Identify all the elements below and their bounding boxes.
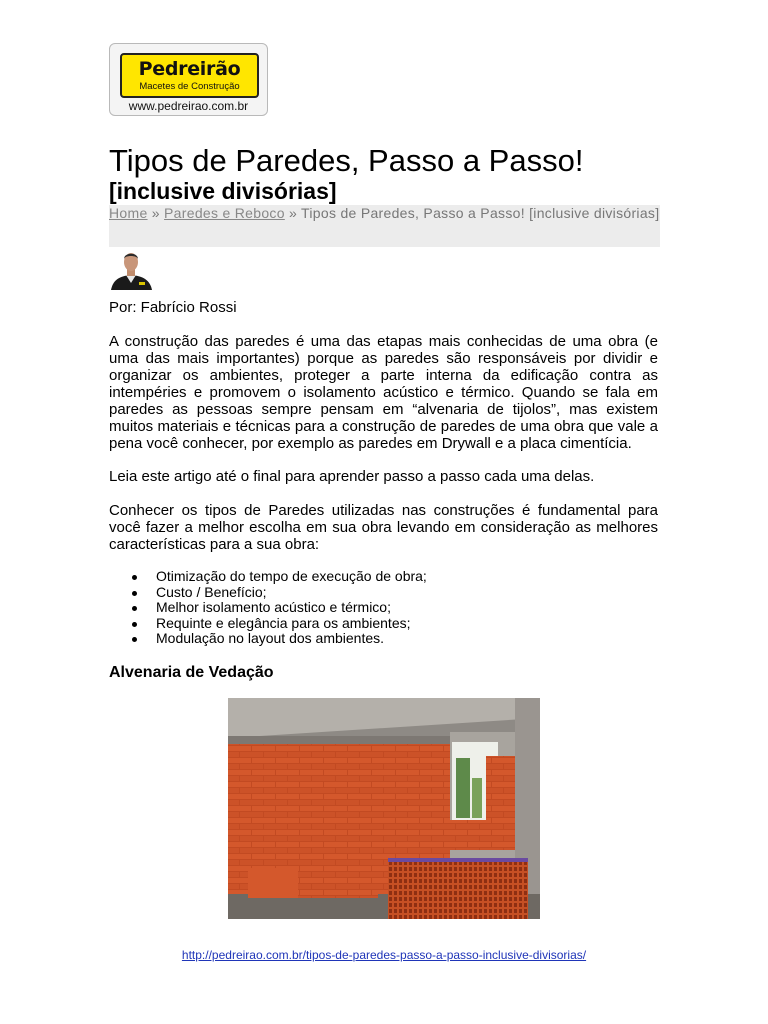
breadcrumb [109,205,660,247]
breadcrumb-current: Tipos de Paredes, Passo a Passo! [inclusive divisórias] [301,205,660,221]
page-subtitle: [inclusive divisórias] [109,178,337,204]
breadcrumb-home-link[interactable]: Home [109,205,148,221]
list-item: Custo / Benefício; [130,585,427,601]
logo-badge [120,53,259,98]
author-byline: Por: Fabrício Rossi [109,299,237,316]
list-item: Otimização do tempo de execução de obra; [130,569,427,585]
benefits-list [130,569,427,647]
author-avatar [109,249,154,290]
breadcrumb-category-link[interactable]: Paredes e Reboco [164,205,285,221]
section-heading: Alvenaria de Vedação [109,664,274,681]
list-item: Melhor isolamento acústico e térmico; [130,600,427,616]
list-item: Modulação no layout dos ambientes. [130,631,427,647]
logo-name: Pedreirão [138,58,241,80]
source-url-link[interactable]: http://pedreirao.com.br/tipos-de-paredes-passo-a-passo-inclusive-divisorias/ [181,948,587,962]
read-more-paragraph: Leia este artigo até o final para aprender passo a passo cada uma delas. [109,468,595,485]
logo-tagline: Macetes de Construção [139,81,240,92]
logo-url: www.pedreirao.com.br [128,99,249,113]
page-title: Tipos de Paredes, Passo a Passo! [109,143,584,178]
benefits-intro-paragraph: Conhecer os tipos de Paredes utilizadas nas construções é fundamental para você fazer a melhor escolha em sua obra levando em consideração as melhores características para a sua obra: [109,502,658,553]
breadcrumb-separator: » [151,205,160,221]
site-logo[interactable] [109,43,268,116]
list-item: Requinte e elegância para os ambientes; [130,616,427,632]
intro-paragraph: A construção das paredes é uma das etapas mais conhecidas de uma obra (e uma das mais importantes) porque as paredes são responsáveis por dividir e organizar os ambientes, proteger a parte interna da edificação contra as intempéries e promovem o isolamento acústico e térmico. Quando se fala em paredes as pessoas sempre pensam em “alvenaria de tijolos”, mas existem muitos materiais e técnicas para a construção de paredes de uma obra que vale a pena você conhecer, por exemplo as paredes em Drywall e a placa cimentícia. [109,333,658,452]
brick-wall-photo [228,698,540,919]
breadcrumb-separator: » [289,205,298,221]
